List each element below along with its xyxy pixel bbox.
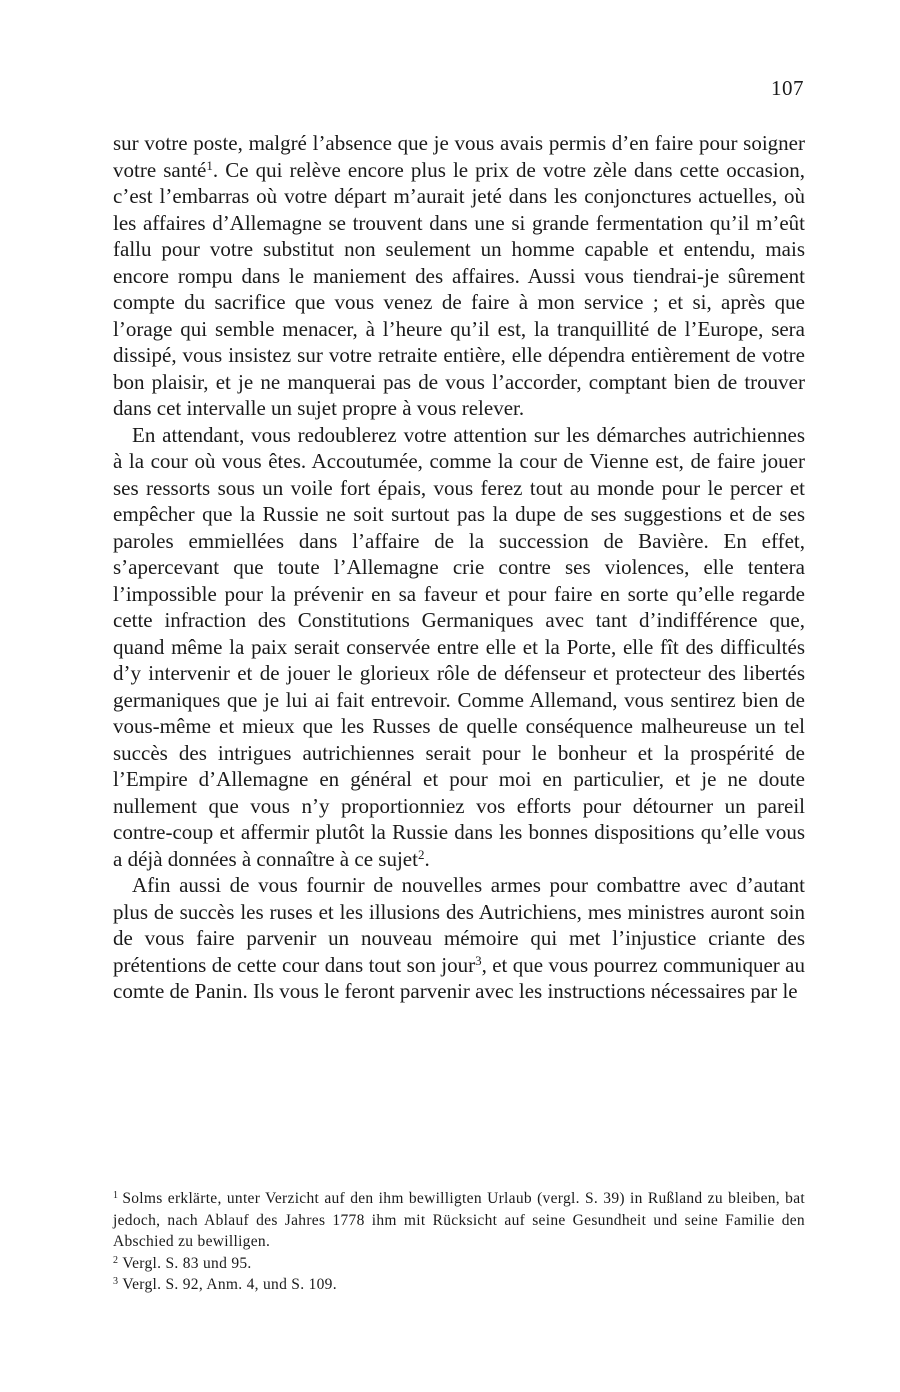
footnote-reference[interactable]: 3 <box>475 952 482 968</box>
footnote-reference[interactable]: 2 <box>417 846 425 862</box>
main-text <box>113 130 805 1005</box>
paragraph-text: , et que vous pourrez communiquer au comte de Panin. Ils vous le feront parvenir avec les instructions nécessaires par le <box>113 952 805 1003</box>
footnote-marker: 1 <box>113 1190 119 1201</box>
paragraph-3 <box>113 872 805 1005</box>
paragraph-text: sur votre poste, malgré l’absence que je vous avais permis d’en faire pour soigner votre santé <box>113 131 805 182</box>
paragraph-1 <box>113 130 805 422</box>
paragraph-text: . Ce qui relève encore plus le prix de votre zèle dans cette occasion, c’est l’embarras où votre départ m’aurait jeté dans les conjonctures actuelles, où les affaires d’Allemagne se trouvent dans une si grande fermentation qu’il m’eût fallu pour votre substitut non seulement un homme capable et entendu, mais encore rompu dans le maniement des affaires. Aussi vous tiendrai-je sûrement compte du sacrifice que vous venez de faire à mon service ; et si, après que l’orage qui semble menacer, à l’heure qu’il est, la tranquillité de l’Europe, sera dissipé, vous insistez sur votre retraite entière, elle dépendra entièrement de votre bon plaisir, et je ne manquerai pas de vous l’accorder, comptant bien de trouver dans cet intervalle un sujet propre à vous relever. <box>113 157 806 420</box>
paragraph-2 <box>113 422 805 873</box>
paragraph-text: . <box>424 846 430 871</box>
footnote-marker: 2 <box>113 1254 119 1266</box>
footnote-2 <box>113 1253 805 1275</box>
paragraph-text: En attendant, vous redoublerez votre attention sur les démarches autrichiennes à la cour où vous êtes. Accoutumée, comme la cour de Vienne est, de faire jouer ses ressorts sous un voile fort épais, vous ferez tout au monde pour le percer et empêcher que la Russie ne soit surtout pas la dupe de ses suggestions et de ses paroles emmiellées dans l’affaire de la succession de Bavière. En effet, s’apercevant que toute l’Allemagne crie contre ses violences, elle tentera l’impossible pour la prévenir en sa faveur et pour faire en sorte qu’elle regarde cette infraction des Constitutions Germaniques avec tant d’indifférence que, quand même la paix serait conservée entre elle et la Porte, elle fît des difficultés d’y intervenir et de jouer le glorieux rôle de défenseur et protecteur des libertés germaniques que je lui ai fait entrevoir. Comme Allemand, vous sentirez bien de vous-même et mieux que les Russes de quelle conséquence malheureuse un tel succès des intrigues autrichiennes serait pour le bonheur et la prospérité de l’Empire d’Allemagne en général et pour moi en particulier, et je ne doute nullement que vous n’y proportionniez vos efforts pour détourner un pareil contre-coup et affermir plutôt la Russie dans les bonnes dispositions qu’elle vous a déjà données à connaître à ce sujet <box>113 422 805 871</box>
footnote-marker: 3 <box>113 1276 119 1287</box>
page-number: 107 <box>771 76 804 100</box>
footnote-1 <box>113 1188 805 1253</box>
footnote-text: Vergl. S. 92, Anm. 4, und S. 109. <box>122 1276 337 1293</box>
footnote-text: Vergl. S. 83 und 95. <box>122 1254 252 1272</box>
footnote-reference[interactable]: 1 <box>206 157 213 173</box>
paragraph-text: Afin aussi de vous fournir de nouvelles armes pour combattre avec d’autant plus de succès les ruses et les illusions des Autrichiens, mes ministres auront soin de vous faire parvenir un nouveau mémoire qui met l’injustice criante des prétentions de cette cour dans tout son jour <box>113 873 805 977</box>
footnotes <box>113 1188 805 1296</box>
footnote-text: Solms erklärte, unter Verzicht auf den ihm bewilligten Urlaub (vergl. S. 39) in Rußland zu bleiben, bat jedoch, nach Ablauf des Jahres 1778 ihm mit Rücksicht auf seine Gesundheit und seine Familie den Abschied zu bewilligen. <box>113 1190 805 1250</box>
footnote-3 <box>113 1274 805 1296</box>
